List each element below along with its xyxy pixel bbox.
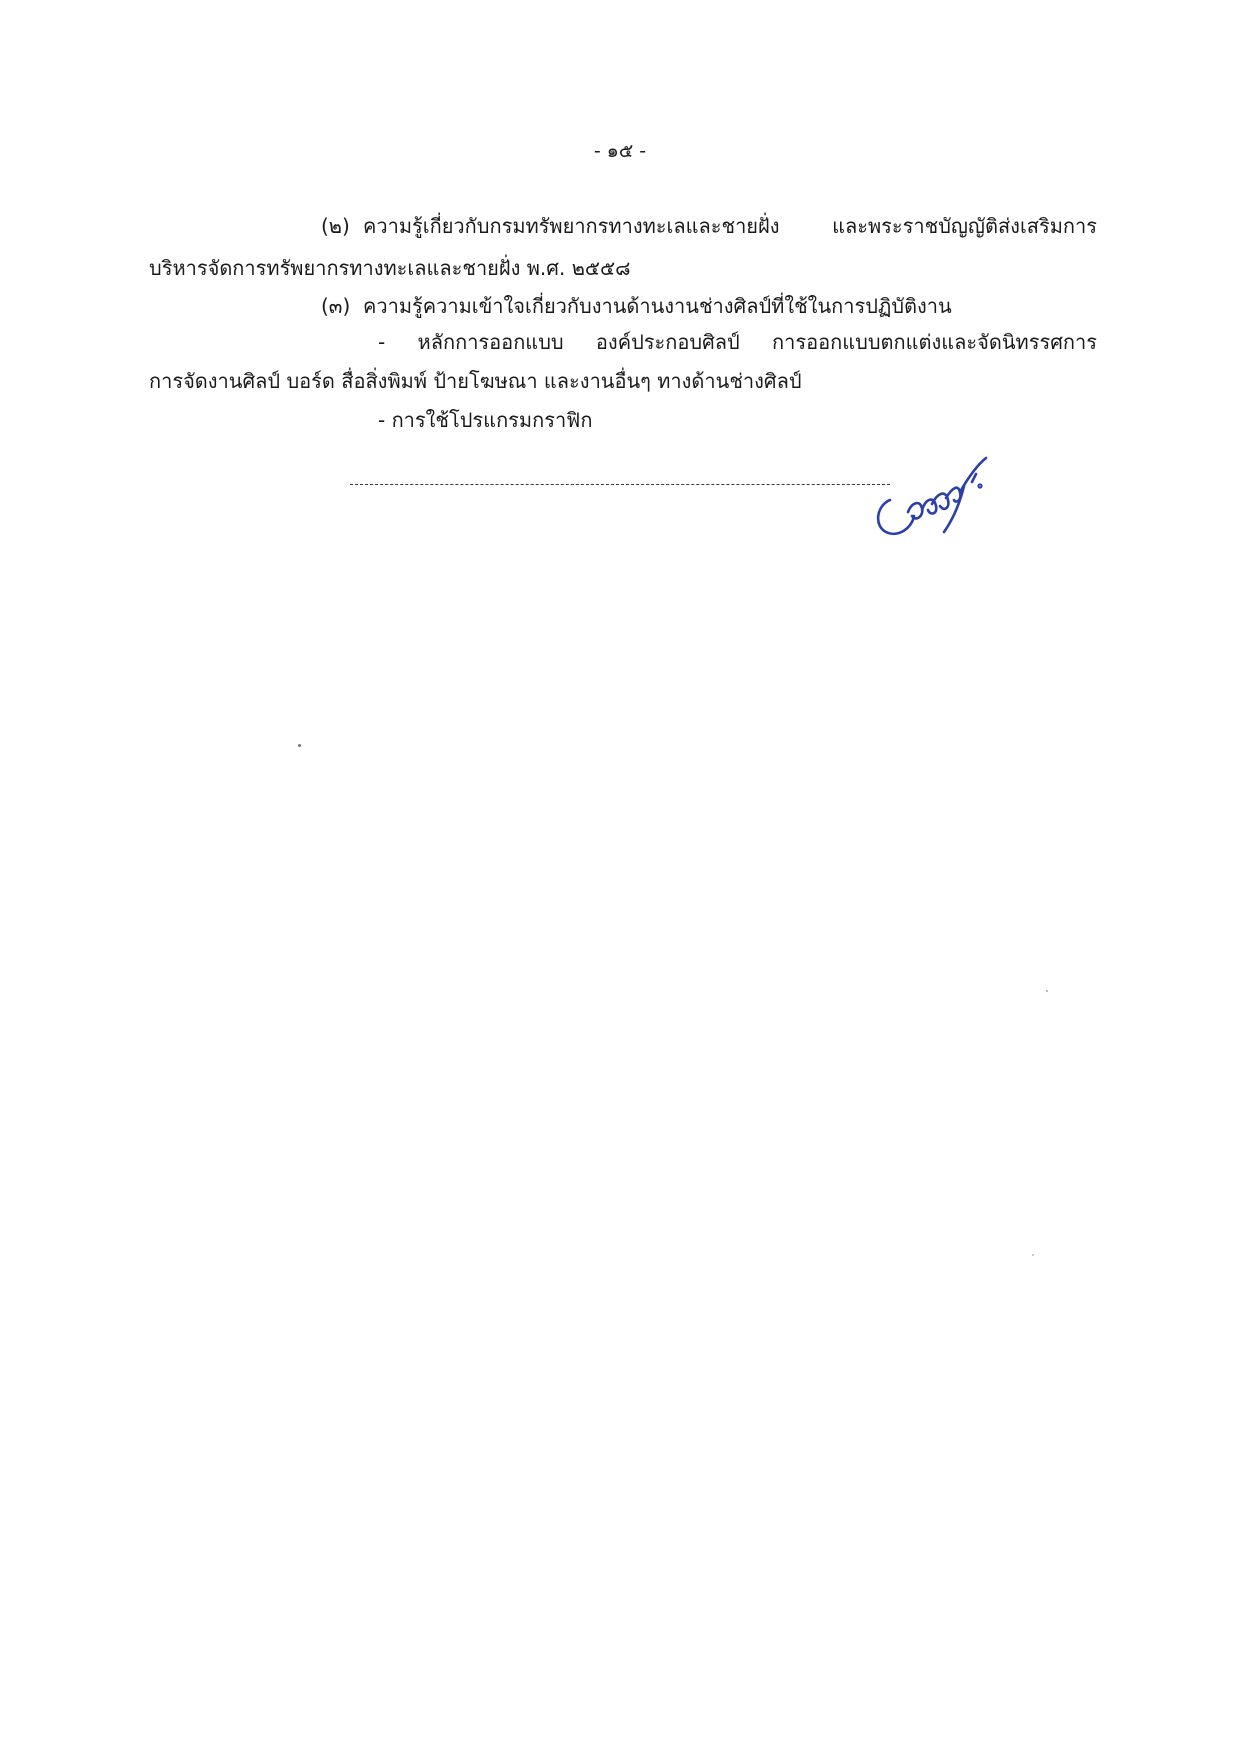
item-3-line-1 [321, 296, 952, 316]
item-2-line-2: บริหารจัดการทรัพยากรทางทะเลและชายฝั่ง พ.ศ. ๒๕๕๘ [149, 256, 631, 280]
end-of-document-divider [350, 484, 890, 485]
bullet-design-line-1: - หลักการออกแบบ องค์ประกอบศิลป์ การออกแบบตกแต่งและจัดนิทรรศการ [378, 330, 1097, 354]
item-3-text: ความรู้ความเข้าใจเกี่ยวกับงานด้านงานช่างศิลป์ที่ใช้ในการปฏิบัติงาน [363, 294, 952, 318]
item-2-number: (๒) [321, 214, 350, 238]
page-number: - ๑๕ - [593, 140, 647, 162]
item-3-number: (๓) [321, 294, 351, 318]
item-2-text: ความรู้เกี่ยวกับกรมทรัพยากรทางทะเลและชายฝั่ง และพระราชบัญญัติส่งเสริมการ [363, 214, 1097, 238]
scan-speck [298, 744, 301, 747]
bullet-graphics-program: - การใช้โปรแกรมกราฟิก [378, 408, 593, 432]
handwritten-signature [868, 452, 998, 542]
scan-speck [1032, 1254, 1034, 1256]
scan-speck [1046, 990, 1048, 992]
bullet-design-line-2: การจัดงานศิลป์ บอร์ด สื่อสิ่งพิมพ์ ป้ายโฆษณา และงานอื่นๆ ทางด้านช่างศิลป์ [149, 369, 802, 393]
item-2-line-1 [321, 216, 1097, 236]
